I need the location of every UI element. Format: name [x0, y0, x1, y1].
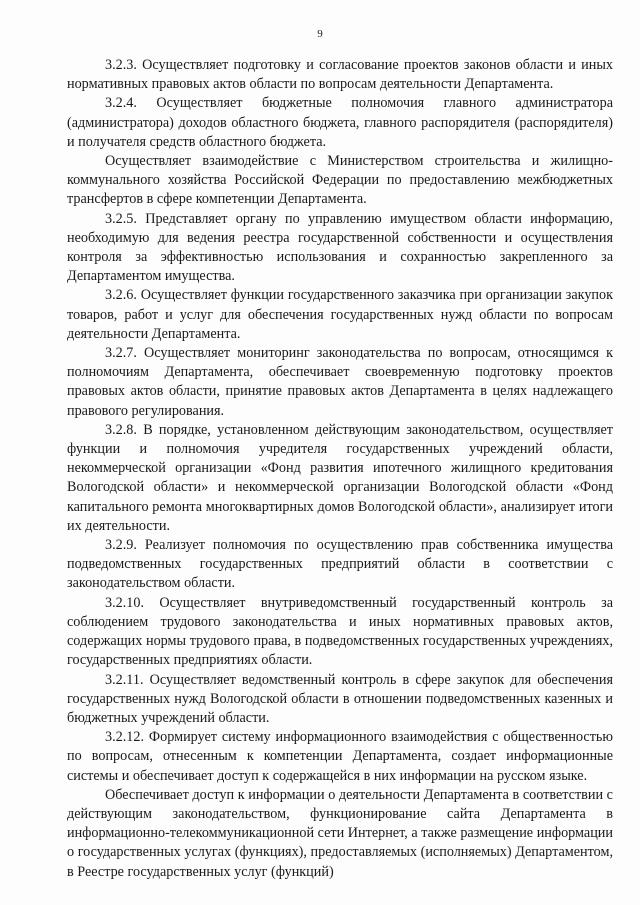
- paragraph-3-2-9: 3.2.9. Реализует полномочия по осуществлению прав собственника имущества подведомственных государственных предприятий области в соответствии с законодательством области.: [67, 537, 613, 592]
- paragraph-3-2-3: 3.2.3. Осуществляет подготовку и согласование проектов законов области и иных нормативных правовых актов области по вопросам деятельности Департамента.: [67, 57, 613, 93]
- paragraph-3-2-6: 3.2.6. Осуществляет функции государственного заказчика при организации закупок товаров, работ и услуг для обеспечения государственных нужд области по вопросам деятельности Департамента.: [67, 287, 613, 342]
- paragraph-3-2-8: 3.2.8. В порядке, установленном действующим законодательством, осуществляет функции и полномочия учредителя государственных учреждений области, некоммерческой организации «Фонд развития ипотечного жилищного кредитования Вологодской области» и некоммерческой организации Вологодской области «Фонд капитального ремонта многоквартирных домов Вологодской области», анализирует итоги их деятельности.: [67, 421, 613, 534]
- paragraph-3-2-5: 3.2.5. Представляет органу по управлению имуществом области информацию, необходимую для ведения реестра государственной собственности и осуществления контроля за эффективностью использования и сохранностью закрепленного за Департаментом имущества.: [67, 210, 613, 285]
- paragraph-information-access: Обеспечивает доступ к информации о деятельности Департамента в соответствии с действующим законодательством, функционирование сайта Департамента в информационно-телекоммуникационной сети Интернет, а также размещение информации о государственных услугах (функциях), предоставляемых (исполняемых) Департаментом, в Реестре государственных услуг (функций): [67, 786, 613, 880]
- paragraph-3-2-7: 3.2.7. Осуществляет мониторинг законодательства по вопросам, относящимся к полномочиям Департамента, обеспечивает своевременную подготовку проектов правовых актов области, принятие правовых актов Департамента в целях надлежащего правового регулирования.: [67, 345, 613, 419]
- page-number: 9: [317, 28, 323, 40]
- paragraph-3-2-12: 3.2.12. Формирует систему информационного взаимодействия с общественностью по вопросам, отнесенным к компетенции Департамента, создает информационные системы и обеспечивает доступ к содержащейся в них информации на русском языке.: [67, 729, 613, 784]
- paragraph-ministry-interaction: Осуществляет взаимодействие с Министерством строительства и жилищно-коммунального хозяйства Российской Федерации по предоставлению межбюджетных трансфертов в сфере компетенции Департамента.: [67, 153, 613, 208]
- paragraph-3-2-11: 3.2.11. Осуществляет ведомственный контроль в сфере закупок для обеспечения государственных нужд Вологодской области в отношении подведомственных казенных и бюджетных учреждений области.: [67, 671, 613, 726]
- paragraph-3-2-4: 3.2.4. Осуществляет бюджетные полномочия главного администратора (администратора) доходов областного бюджета, главного распорядителя (распорядителя) и получателя средств областного бюджета.: [67, 95, 613, 150]
- document-body: [67, 56, 613, 882]
- paragraph-3-2-10: 3.2.10. Осуществляет внутриведомственный государственный контроль за соблюдением трудового законодательства и иных нормативных правовых актов, содержащих нормы трудового права, в подведомственных государственных учреждениях, государственных предприятиях области.: [67, 594, 613, 669]
